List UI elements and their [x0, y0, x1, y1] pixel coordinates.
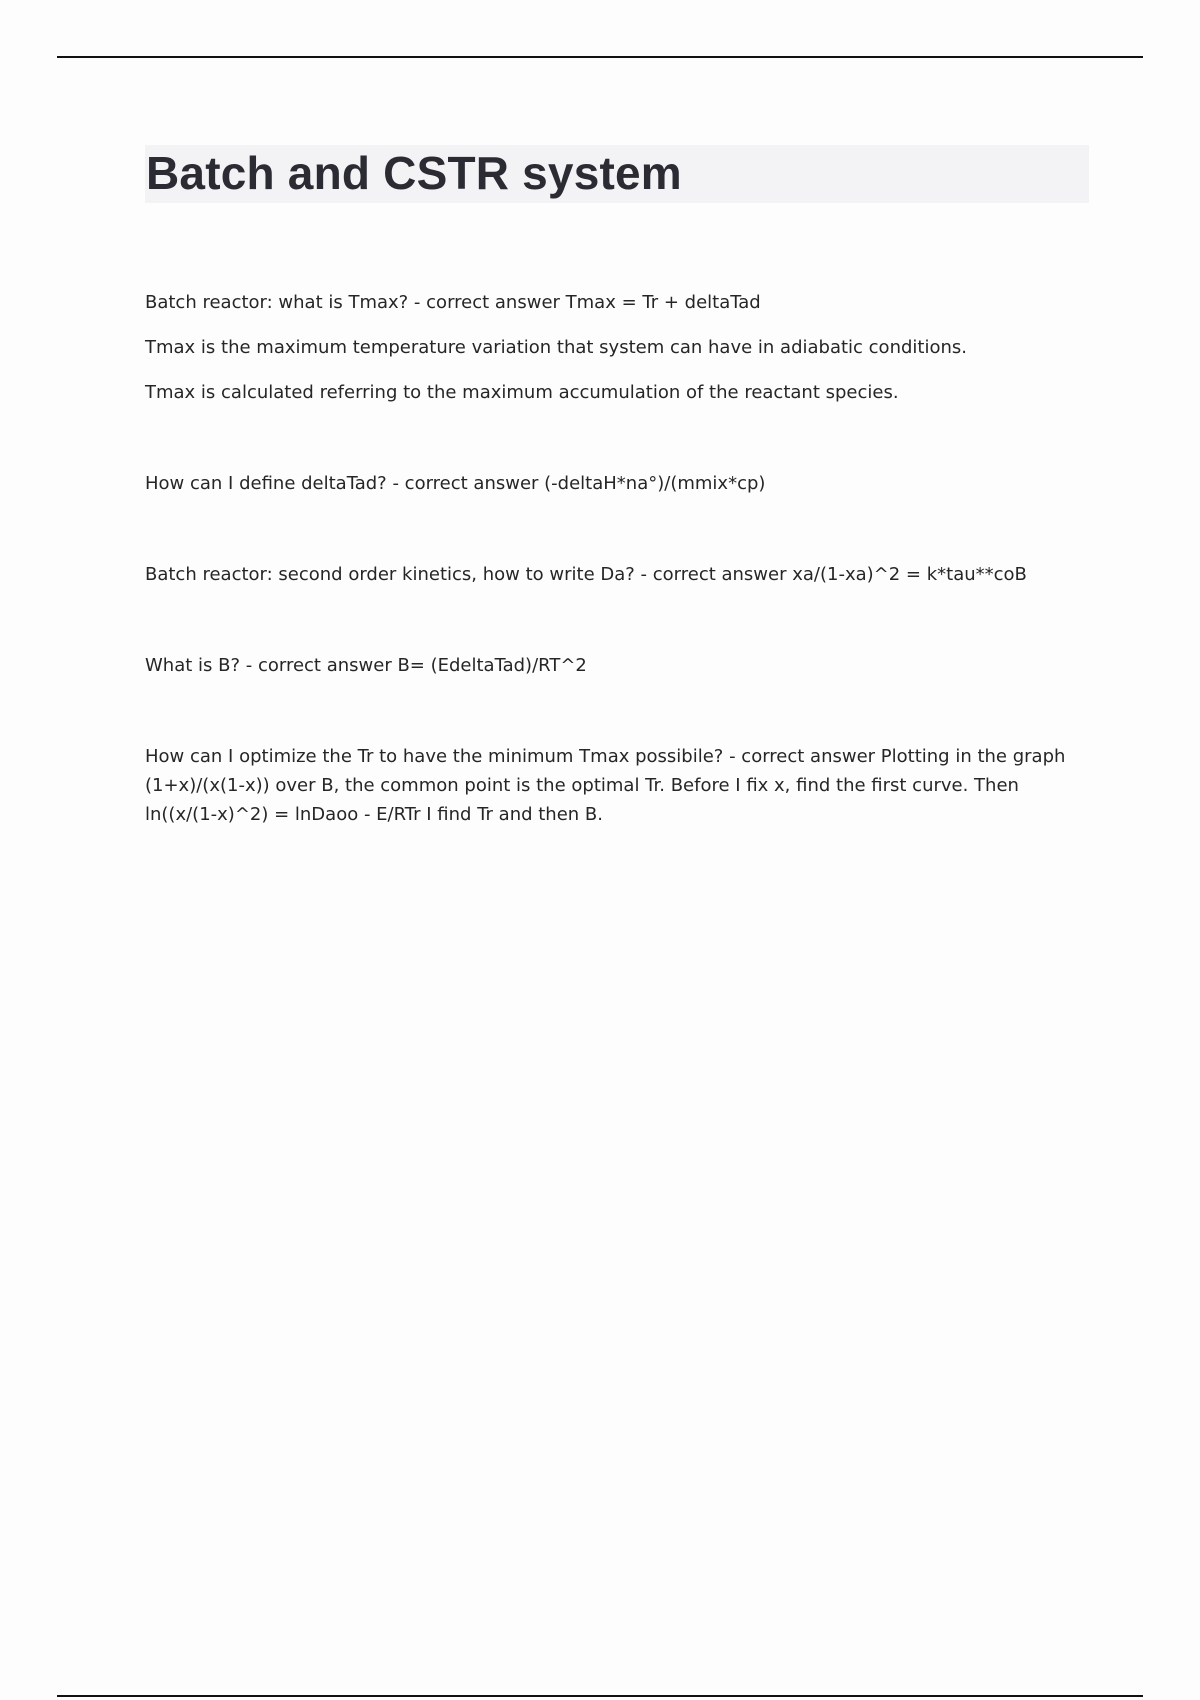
qa-paragraph: How can I define deltaTad? - correct answer (-deltaH*na°)/(mmix*cp): [145, 473, 766, 494]
qa-block-b: [145, 651, 1090, 680]
document-body: [145, 288, 1090, 829]
qa-block-tmax: [145, 288, 1090, 407]
qa-paragraph: Batch reactor: second order kinetics, how to write Da? - correct answer xa/(1-xa)^2 = k*tau**coB: [145, 564, 1027, 585]
qa-paragraph: How can I optimize the Tr to have the minimum Tmax possibile? - correct answer Plotting in the graph (1+x)/(x(1-x)) over B, the common point is the optimal Tr. Before I fix x, find the first curve. Then ln((x/(1-x)^2) = lnDaoo - E/RTr I find Tr and then B.: [145, 746, 1066, 825]
qa-block-deltatad: [145, 469, 1090, 498]
qa-paragraph: Tmax is calculated referring to the maximum accumulation of the reactant species.: [145, 382, 899, 403]
top-rule: [57, 56, 1143, 58]
bottom-rule: [57, 1695, 1143, 1697]
qa-block-da: [145, 560, 1090, 589]
qa-paragraph: Tmax is the maximum temperature variation that system can have in adiabatic conditions.: [145, 337, 967, 358]
qa-paragraph: What is B? - correct answer B= (EdeltaTad)/RT^2: [145, 655, 587, 676]
qa-paragraph: Batch reactor: what is Tmax? - correct answer Tmax = Tr + deltaTad: [145, 292, 761, 313]
page-title: Batch and CSTR system: [146, 147, 682, 199]
qa-block-optimize-tr: [145, 742, 1090, 829]
